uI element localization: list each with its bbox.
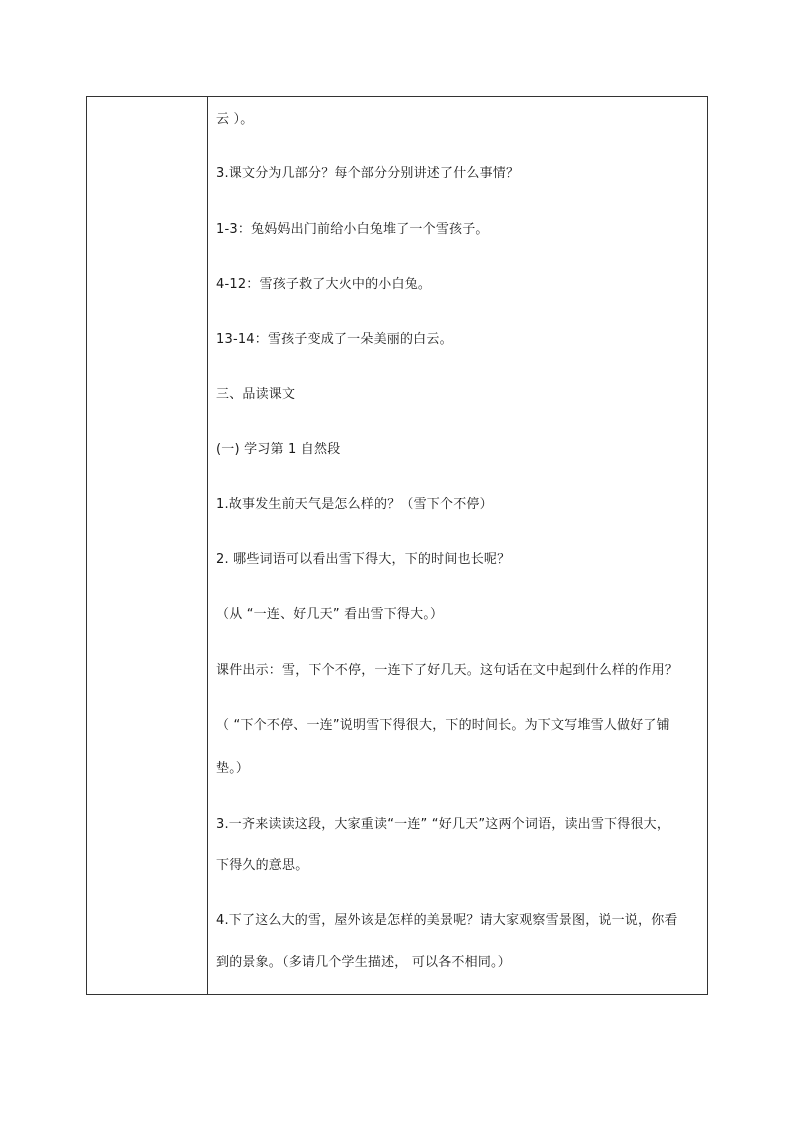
snow-scene-question-line-2: 到的景象。（多请几个学生描述， 可以各不相同。） (216, 955, 511, 970)
answer-words-heavy-snow: （从 “一连、好几天” 看出雪下得大。） (216, 607, 444, 622)
question-lesson-parts: 3.课文分为几部分？每个部分分别讲述了什么事情？ (216, 166, 520, 181)
table-content-cell (208, 97, 707, 994)
question-words-heavy-snow: 2. 哪些词语可以看出雪下得大，下的时间也长呢？ (216, 552, 511, 567)
read-aloud-instruction-line-1: 3.一齐来读读这段，大家重读“一连” “好几天”这两个词语，读出雪下得很大， (216, 817, 671, 832)
text-line-cloud-end: 云 ）。 (216, 112, 254, 127)
section-heading-read-text: 三、品读课文 (216, 387, 296, 402)
part-1-3-summary: 1-3：兔妈妈出门前给小白兔堆了一个雪孩子。 (216, 222, 489, 237)
subsection-paragraph-1: (一) 学习第 1 自然段 (216, 442, 341, 457)
lesson-plan-table (86, 96, 708, 995)
answer-sentence-role-line-2: 垫。） (216, 761, 250, 776)
snow-scene-question-line-1: 4.下了这么大的雪，屋外该是怎样的美景呢？请大家观察雪景图，说一说，你看 (216, 913, 678, 928)
part-13-14-summary: 13-14：雪孩子变成了一朵美丽的白云。 (216, 332, 453, 347)
question-weather: 1.故事发生前天气是怎么样的？（雪下个不停） (216, 497, 493, 512)
read-aloud-instruction-line-2: 下得久的意思。 (216, 858, 309, 873)
table-left-cell (87, 97, 208, 994)
courseware-sentence-question: 课件出示：雪，下个不停，一连下了好几天。这句话在文中起到什么样的作用？ (216, 663, 679, 678)
answer-sentence-role-line-1: （ “下个不停、一连”说明雪下得很大，下的时间长。为下文写堆雪人做好了铺 (216, 718, 670, 733)
part-4-12-summary: 4-12：雪孩子救了大火中的小白兔。 (216, 277, 432, 292)
